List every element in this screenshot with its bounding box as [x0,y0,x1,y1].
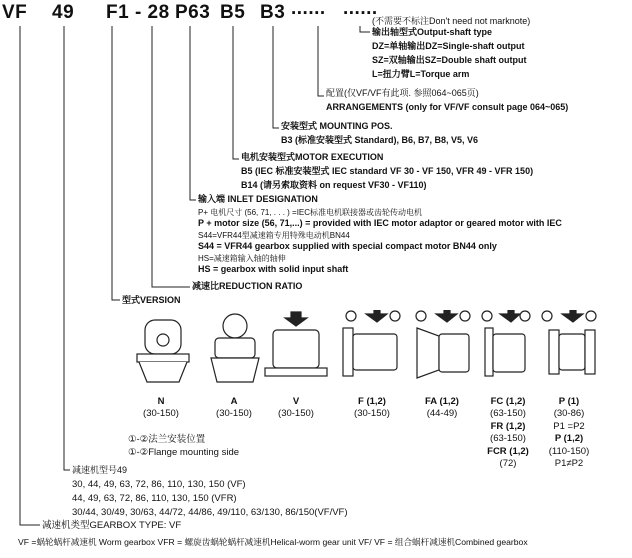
figure-f [343,310,400,376]
mounting-title: 安装型式 MOUNTING POS. [281,121,393,131]
code-dots-1: ...... [291,0,326,19]
inlet-p-en: P + motor size (56, 71,...) = provided with IEC motor adaptor or geared motor with IEC [198,218,562,228]
fig-fc-name: FC (1,2) [490,396,526,407]
output-shaft-title: 输出轴型式Output-shaft type [372,27,492,37]
fig-fr-range: (63-150) [490,433,526,444]
inlet-p-cn: P+ 电机尺寸 (56, 71, . . . ) =IEC标准电机联接器或齿轮传动电机 [198,208,423,217]
fig-p12-name: P (1,2) [554,433,584,444]
fig-a-name: A [230,396,238,407]
type-title: 减速机类型GEARBOX TYPE: VF [42,520,182,531]
inlet-hs-cn: HS=减速箱输入轴的轴伸 [198,254,286,263]
figure-fa [416,310,470,378]
fig-p12-range: (110-150) [548,446,590,457]
motor-exec-b14: B14 (请另索取资料 on request VF30 - VF110) [241,180,427,190]
fig-n-range: (30-150) [143,408,179,419]
flange-cn: ①-②法兰安装位置 [128,434,206,445]
arrangements-en: ARRANGEMENTS (only for VF/VF consult page 064~065) [326,102,569,112]
flange-en: ①-②Flange mounting side [128,447,240,458]
fig-v-name: V [292,396,300,407]
figure-v [265,312,327,376]
fig-f-name: F (1,2) [358,396,386,407]
inlet-s44-en: S44 = VFR44 gearbox supplied with special compact motor BN44 only [198,241,497,251]
code-dots-2: ...... [343,0,378,19]
fig-fcr-range: (72) [499,458,517,469]
figure-n [137,320,189,382]
code-vf: VF [2,2,28,23]
version-figures [125,310,605,392]
code-p63: P63 [175,2,211,23]
fig-fcr-name: FCR (1,2) [487,446,529,457]
version-title: 型式VERSION [122,295,181,305]
fig-a-range: (30-150) [216,408,252,419]
output-shaft-note: (不需要不标注Don't need not marknote) [372,16,531,26]
figure-fc [482,310,530,376]
output-shaft-dz: DZ=单轴输出DZ=Single-shaft output [372,41,525,51]
fig-p1-note: P1 =P2 [553,421,585,432]
fig-fa-range: (44-49) [426,408,458,419]
code-size: 49 [52,2,75,23]
motor-exec-title: 电机安装型式MOTOR EXECUTION [241,152,384,162]
inlet-title: 输入端 INLET DESIGNATION [198,194,318,204]
fig-f-range: (30-150) [354,408,390,419]
size-line-1: 30, 44, 49, 63, 72, 86, 110, 130, 150 (VF) [72,479,246,490]
fig-p1-name: P (1) [558,396,580,407]
fig-n-name: N [157,396,165,407]
figure-p [542,310,596,374]
code-b5: B5 [220,2,246,23]
code-ratio: F1 - 28 [106,2,170,23]
fig-fr-name: FR (1,2) [490,421,526,432]
fig-p12-note: P1≠P2 [554,458,584,469]
size-line-2: 44, 49, 63, 72, 86, 110, 130, 150 (VFR) [72,493,237,504]
type-legend: VF =蜗轮蜗杆减速机 Worm gearbox VFR = 螺旋齿蜗轮蜗杆减速机Helical-worm gear unit VF/ VF = 组合蜗杆减速机Combined gearbox [18,537,528,547]
fig-p1-range: (30-86) [553,408,585,419]
motor-exec-b5: B5 (IEC 标准安装型式 IEC standard VF 30 - VF 150, VFR 49 - VFR 150) [241,166,534,176]
output-shaft-l: L=扭力臂L=Torque arm [372,69,470,79]
arrangements-cn: 配置(仅VF/VF有此项. 参照064~065页) [326,88,479,98]
size-line-3: 30/44, 30/49, 30/63, 44/72, 44/86, 49/110, 63/130, 86/150(VF/VF) [72,507,348,518]
inlet-s44-cn: S44=VFR44型减速箱专用特殊电动机BN44 [198,231,350,240]
code-b3: B3 [260,2,286,23]
fig-fa-name: FA (1,2) [425,396,459,407]
size-title: 减速机型号49 [72,465,128,475]
fig-fc-range: (63-150) [490,408,526,419]
inlet-hs-en: HS = gearbox with solid input shaft [198,264,349,274]
fig-v-range: (30-150) [278,408,314,419]
figure-a [211,314,259,382]
mounting-text: B3 (标准安装型式 Standard), B6, B7, B8, V5, V6 [281,135,479,145]
output-shaft-sz: SZ=双轴输出SZ=Double shaft output [372,55,527,65]
ratio-title: 减速比REDUCTION RATIO [192,281,303,291]
